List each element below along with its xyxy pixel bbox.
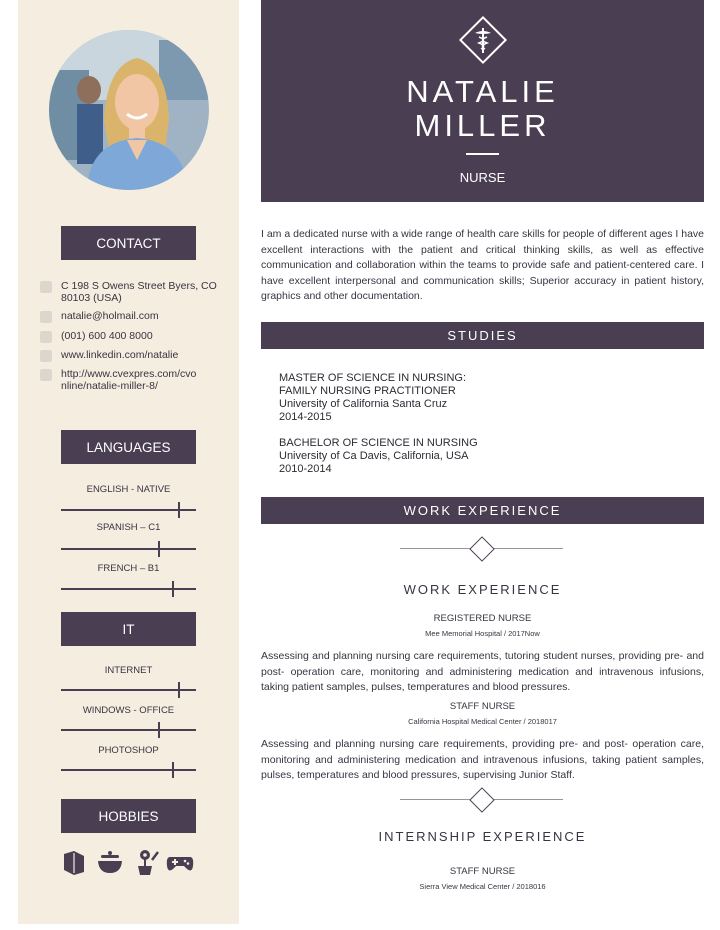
it-level-mark: [178, 682, 180, 698]
language-bar: [61, 509, 196, 511]
it-skill-label: WINDOWS - OFFICE: [82, 705, 175, 716]
language-level-mark: [178, 502, 180, 518]
degree-title: BACHELOR OF SCIENCE IN NURSING: [279, 437, 478, 449]
cooking-icon: [96, 848, 124, 876]
first-name: NATALIE: [406, 74, 559, 109]
job-description: Assessing and planning nursing care requirements, tutoring student nurses, providing pre- and post- operation care, monitoring and administering medication and intravenous infusions, taking patient samples, pulses, temperatures and blood pressures.: [261, 650, 704, 693]
address-line-2: 80103 (USA): [61, 292, 122, 304]
job-employer-date: California Hospital Medical Center / 2018017: [408, 717, 557, 726]
summary-paragraph: I am a dedicated nurse with a wide range of health care skills for people of different ages I have excellent interactions with the patient and critical thinking skills, as well as effective communication and collaboration within the teams to provide safe and patient-centered care. I have excellent interpersonal and communication skills; Superior accuracy in patient history, graphics and other documentation.: [261, 228, 704, 302]
contact-heading: CONTACT: [61, 226, 196, 260]
book-icon: [60, 848, 88, 876]
profile-photo: [49, 30, 209, 190]
contact-phone: [40, 330, 153, 343]
study-entry: [279, 372, 466, 424]
phone-text: (001) 600 400 8000: [61, 330, 153, 342]
address-line-1: C 198 S Owens Street Byers, CO: [61, 280, 217, 292]
contact-email[interactable]: [40, 310, 159, 323]
languages-heading: LANGUAGES: [61, 430, 196, 464]
website-line-2[interactable]: nline/natalie-miller-8/: [61, 380, 158, 392]
internship-employer-date: Sierra View Medical Center / 2018016: [419, 882, 546, 891]
email-text[interactable]: natalie@holmail.com: [61, 310, 159, 322]
studies-heading: STUDIES: [261, 322, 704, 349]
gardening-icon: [132, 848, 160, 876]
contact-website[interactable]: [40, 368, 196, 392]
contact-address: [40, 280, 217, 304]
language-label: FRENCH – B1: [97, 563, 160, 574]
work-experience-subtitle: WORK EXPERIENCE: [403, 582, 562, 597]
diamond-ornament: [469, 536, 494, 561]
name-header: [261, 0, 704, 202]
caduceus-icon: [456, 13, 510, 67]
job-role: NURSE: [459, 170, 506, 185]
it-skill-label: INTERNET: [104, 665, 153, 676]
diamond-ornament: [469, 787, 494, 812]
study-years: 2014-2015: [279, 411, 332, 423]
it-level-mark: [158, 722, 160, 738]
it-skill-bar: [61, 729, 196, 731]
header-divider: [466, 153, 499, 155]
language-label: SPANISH – C1: [96, 522, 161, 533]
work-experience-heading: WORK EXPERIENCE: [261, 497, 704, 524]
language-level-mark: [172, 581, 174, 597]
contact-linkedin[interactable]: [40, 349, 178, 362]
it-skill-bar: [61, 769, 196, 771]
last-name: MILLER: [414, 108, 551, 143]
it-skill-bar: [61, 689, 196, 691]
job-title: REGISTERED NURSE: [433, 613, 532, 624]
location-icon: [40, 281, 52, 293]
linkedin-icon: [40, 350, 52, 362]
internship-title: STAFF NURSE: [449, 866, 516, 877]
email-icon: [40, 311, 52, 323]
it-skill-label: PHOTOSHOP: [98, 745, 159, 756]
gamepad-icon: [166, 848, 194, 876]
study-years: 2010-2014: [279, 463, 332, 475]
language-bar: [61, 548, 196, 550]
website-line-1[interactable]: http://www.cvexpres.com/cvo: [61, 368, 197, 380]
hobbies-heading: HOBBIES: [61, 799, 196, 833]
phone-icon: [40, 331, 52, 343]
job-employer-date: Mee Memorial Hospital / 2017Now: [425, 629, 540, 638]
language-label: ENGLISH - NATIVE: [86, 484, 171, 495]
university: University of California Santa Cruz: [279, 398, 448, 410]
job-description: Assessing and planning nursing care requirements, providing pre- and post- operation care, monitoring and administering medication and intravenous infusions, taking patient samples, pulses, temperatures and blood pressures, supervising Junior Staff.: [261, 738, 704, 781]
it-heading: IT: [61, 612, 196, 646]
it-level-mark: [172, 762, 174, 778]
web-icon: [40, 369, 52, 381]
degree-title: MASTER OF SCIENCE IN NURSING:: [279, 372, 467, 384]
language-bar: [61, 588, 196, 590]
degree-specialty: FAMILY NURSING PRACTITIONER: [279, 385, 456, 397]
study-entry: [279, 437, 478, 476]
university: University of Ca Davis, California, USA: [279, 450, 469, 462]
language-level-mark: [158, 541, 160, 557]
job-title: STAFF NURSE: [449, 701, 516, 712]
linkedin-text[interactable]: www.linkedin.com/natalie: [61, 349, 179, 361]
internship-heading: INTERNSHIP EXPERIENCE: [378, 829, 587, 844]
